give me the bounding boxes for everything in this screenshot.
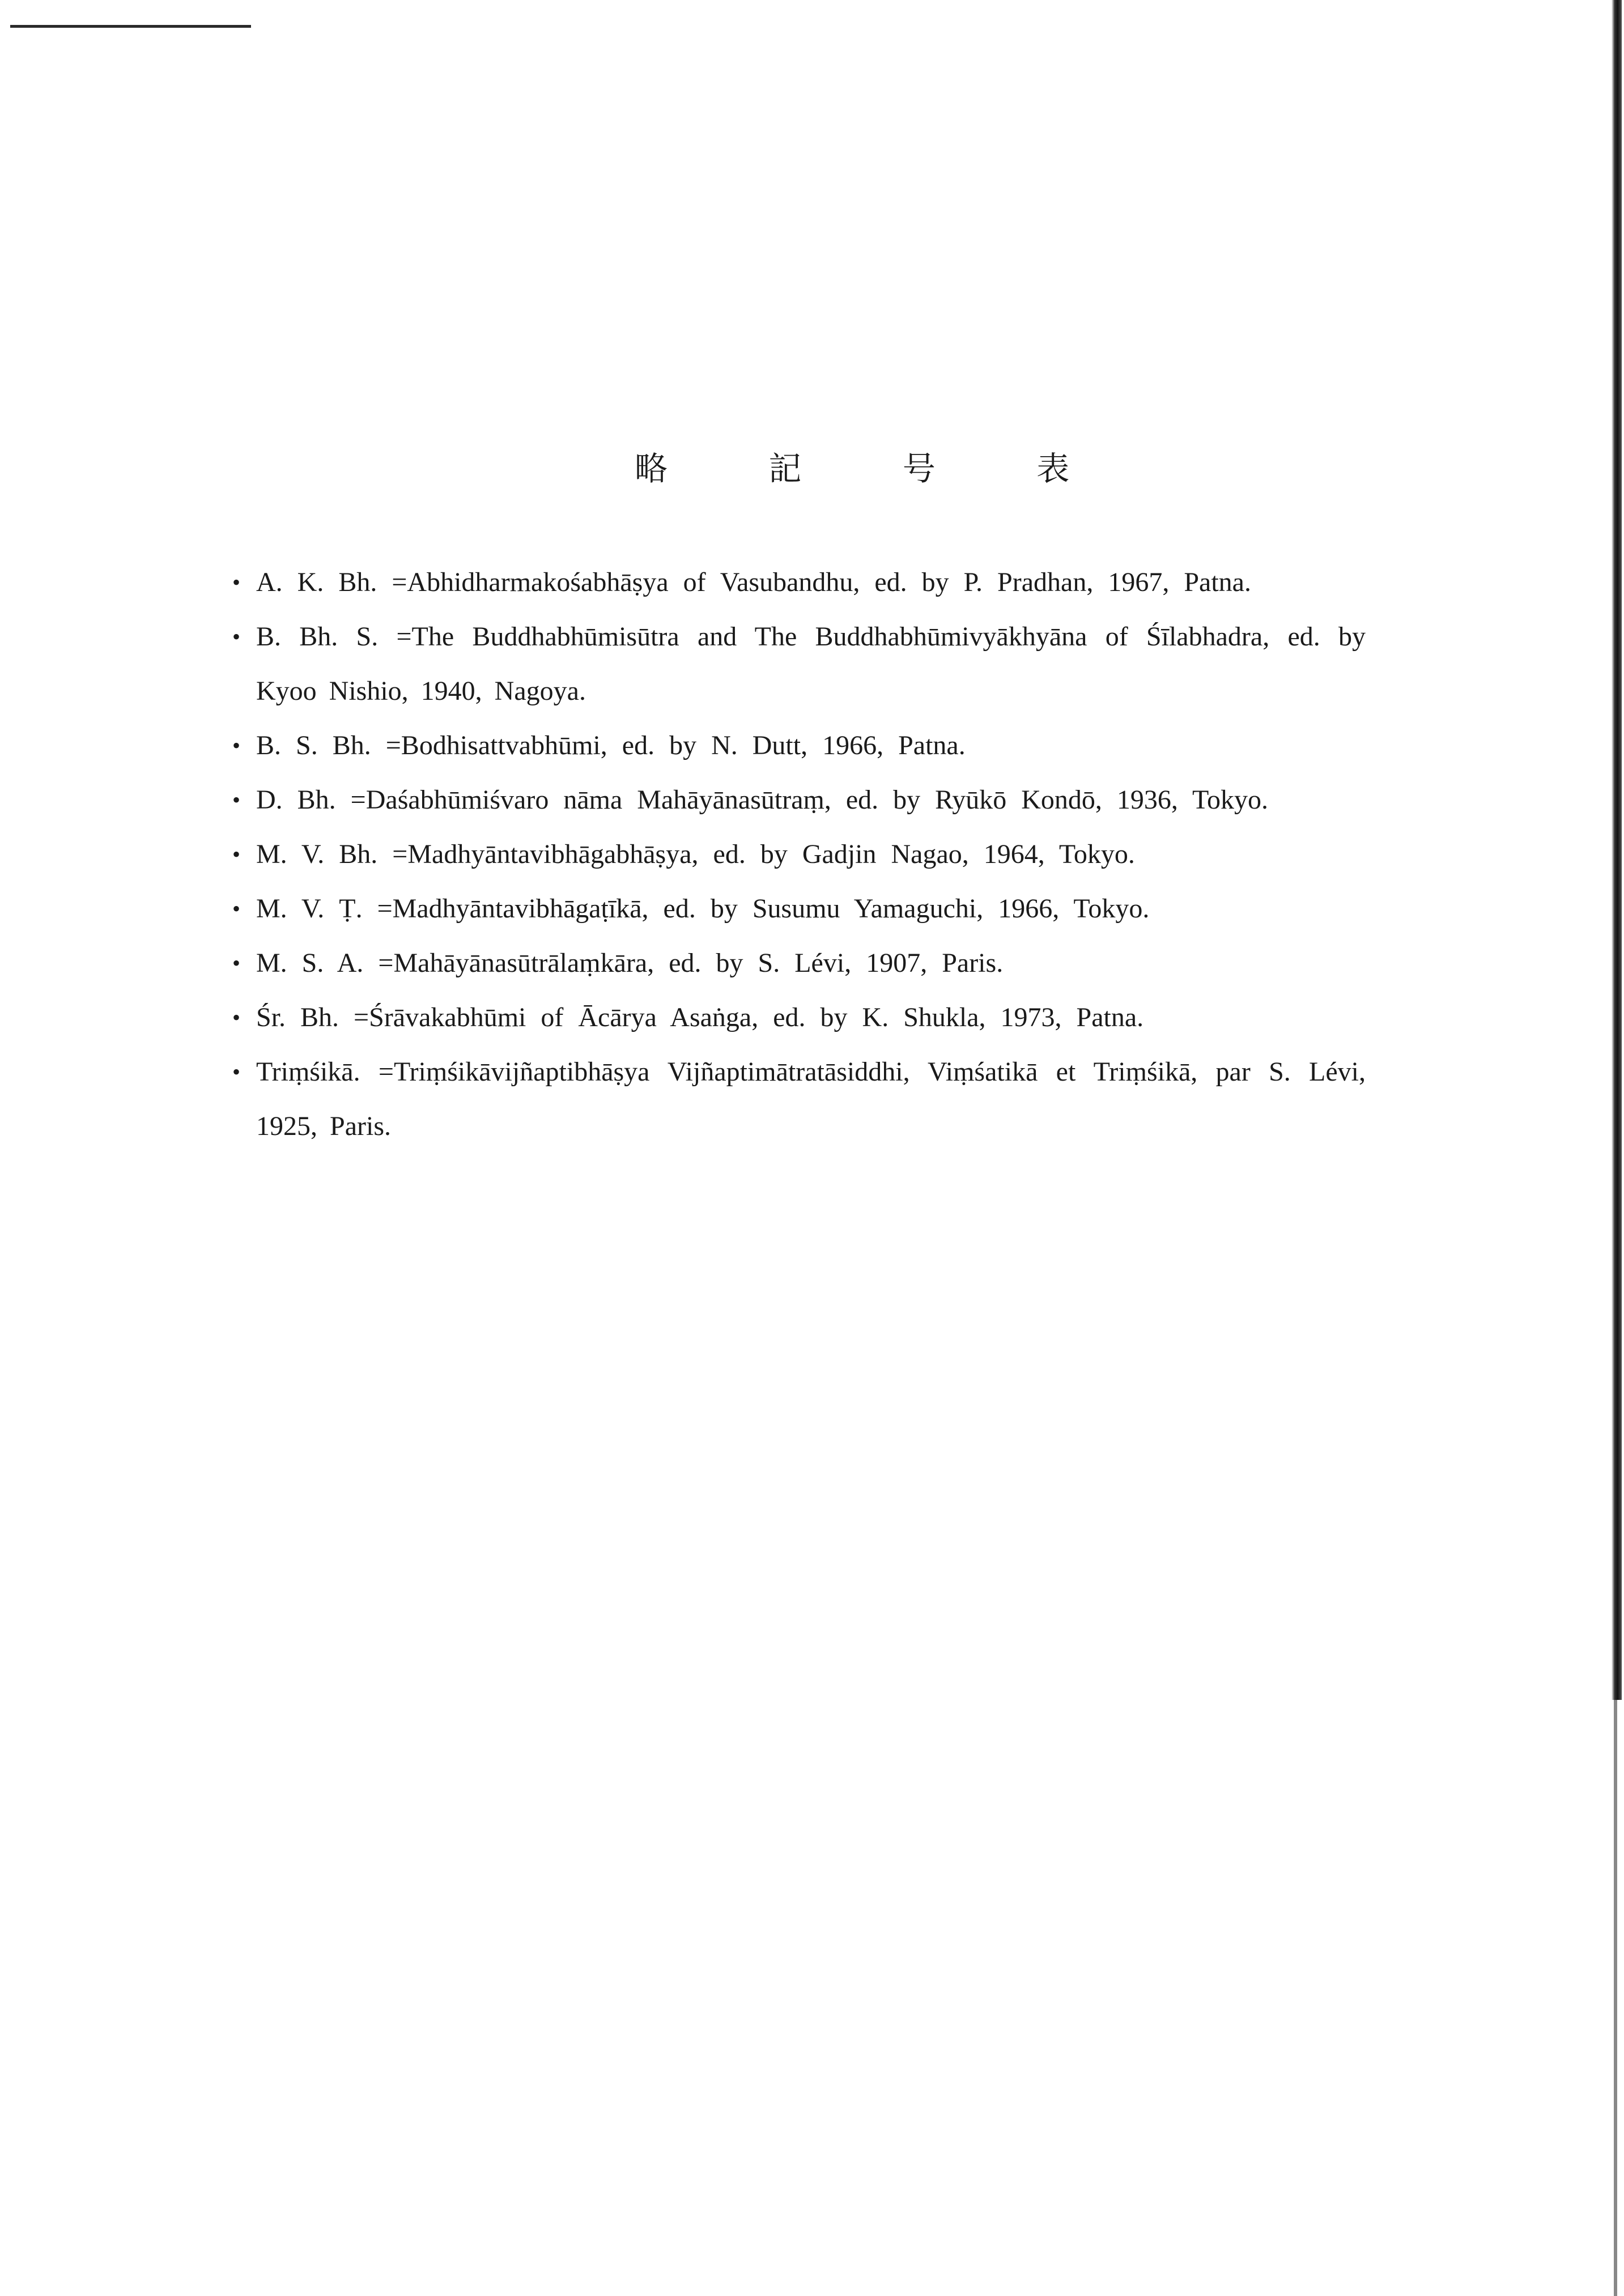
abbreviation-entry xyxy=(232,882,1366,936)
bullet: • xyxy=(232,896,241,921)
bullet: • xyxy=(232,787,241,813)
bullet: • xyxy=(232,950,241,976)
entry-text: Triṃśikā. =Triṃśikāvijñaptibhāṣya Vijñaptimātratāsiddhi, Viṃśatikā et Triṃśikā, par S. Lévi, 1925, Paris. xyxy=(256,1057,1366,1141)
abbreviation-entry xyxy=(232,773,1366,827)
abbreviation-entry xyxy=(232,1045,1366,1154)
abbreviation-list xyxy=(232,555,1366,1154)
abbreviation-entry xyxy=(232,936,1366,990)
entry-text: D. Bh. =Daśabhūmiśvaro nāma Mahāyānasūtraṃ, ed. by Ryūkō Kondō, 1936, Tokyo. xyxy=(256,785,1268,815)
bullet: • xyxy=(232,1005,241,1030)
abbreviation-entry xyxy=(232,718,1366,773)
bullet: • xyxy=(232,569,241,595)
top-rule xyxy=(10,25,251,28)
entry-text: Śr. Bh. =Śrāvakabhūmi of Ācārya Asaṅga, ed. by K. Shukla, 1973, Patna. xyxy=(256,1002,1144,1032)
scan-edge-shadow xyxy=(1612,0,1622,1700)
entry-text: B. Bh. S. =The Buddhabhūmisūtra and The Buddhabhūmivyākhyāna of Śīlabhadra, ed. by Kyoo Nishio, 1940, Nagoya. xyxy=(256,622,1366,706)
abbreviation-entry xyxy=(232,555,1366,610)
bullet: • xyxy=(232,841,241,867)
bullet: • xyxy=(232,733,241,758)
abbreviation-entry xyxy=(232,990,1366,1045)
entry-text: M. V. Bh. =Madhyāntavibhāgabhāṣya, ed. by Gadjin Nagao, 1964, Tokyo. xyxy=(256,839,1135,869)
scan-edge-line xyxy=(1614,1700,1617,2296)
entry-text: M. S. A. =Mahāyānasūtrālaṃkāra, ed. by S. Lévi, 1907, Paris. xyxy=(256,948,1004,978)
entry-text: M. V. Ṭ. =Madhyāntavibhāgaṭīkā, ed. by Susumu Yamaguchi, 1966, Tokyo. xyxy=(256,894,1150,924)
bullet: • xyxy=(232,1059,241,1085)
abbreviation-entry xyxy=(232,610,1366,718)
abbreviation-entry xyxy=(232,827,1366,882)
bullet: • xyxy=(232,624,241,649)
entry-text: A. K. Bh. =Abhidharmakośabhāṣya of Vasubandhu, ed. by P. Pradhan, 1967, Patna. xyxy=(256,567,1251,597)
entry-text: B. S. Bh. =Bodhisattvabhūmi, ed. by N. Dutt, 1966, Patna. xyxy=(256,730,966,760)
page-title: 略 記 号 表 xyxy=(635,449,1115,488)
